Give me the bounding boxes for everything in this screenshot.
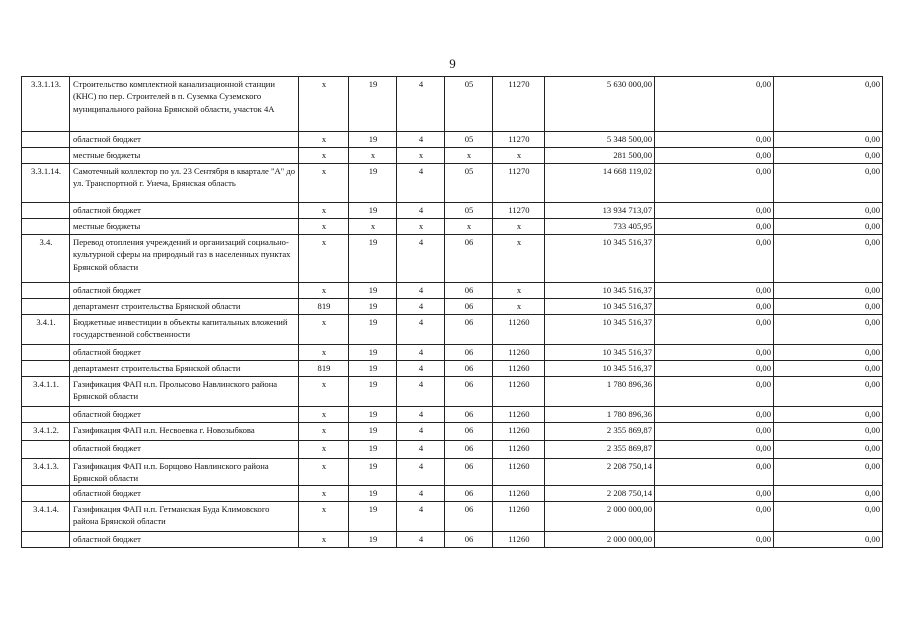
row-number: 3.3.1.14. [22,164,70,203]
amount-year-2: 0,00 [655,345,774,361]
amount-year-1: 10 345 516,37 [545,299,655,315]
row-number: 3.4.1. [22,315,70,345]
row-number [22,407,70,423]
code-glava: х [299,148,349,164]
amount-year-1: 281 500,00 [545,148,655,164]
amount-year-1: 14 668 119,02 [545,164,655,203]
code-direction: 11260 [493,459,545,486]
code-main-event: 06 [445,345,493,361]
row-number [22,361,70,377]
amount-year-3: 0,00 [774,459,883,486]
code-subprogram: 4 [397,315,445,345]
amount-year-2: 0,00 [655,283,774,299]
amount-year-1: 10 345 516,37 [545,361,655,377]
code-glava: х [299,77,349,132]
amount-year-3: 0,00 [774,423,883,441]
code-subprogram: 4 [397,203,445,219]
code-glava: х [299,531,349,547]
amount-year-2: 0,00 [655,203,774,219]
table-row [22,203,883,219]
row-number [22,283,70,299]
code-direction: 11260 [493,361,545,377]
code-main-event: 06 [445,283,493,299]
amount-year-2: 0,00 [655,361,774,377]
code-main-event: 06 [445,423,493,441]
amount-year-3: 0,00 [774,441,883,459]
code-main-event: 06 [445,315,493,345]
amount-year-3: 0,00 [774,531,883,547]
row-number [22,132,70,148]
code-program: 19 [349,377,397,407]
amount-year-2: 0,00 [655,219,774,235]
amount-year-3: 0,00 [774,485,883,501]
code-direction: 11260 [493,423,545,441]
amount-year-2: 0,00 [655,299,774,315]
amount-year-2: 0,00 [655,148,774,164]
amount-year-1: 13 934 713,07 [545,203,655,219]
row-number [22,148,70,164]
code-subprogram: 4 [397,531,445,547]
row-number: 3.4.1.3. [22,459,70,486]
row-name: областной бюджет [70,203,299,219]
row-number [22,441,70,459]
code-subprogram: 4 [397,132,445,148]
code-program: 19 [349,441,397,459]
row-number [22,345,70,361]
code-subprogram: 4 [397,459,445,486]
row-name: Самотечный коллектор по ул. 23 Сентября в квартале "А" до ул. Транспортной г. Унеча, Брянская область [70,164,299,203]
code-subprogram: 4 [397,423,445,441]
amount-year-3: 0,00 [774,377,883,407]
code-subprogram: 4 [397,299,445,315]
amount-year-2: 0,00 [655,423,774,441]
code-main-event: 06 [445,407,493,423]
code-main-event: 06 [445,377,493,407]
table-row [22,315,883,345]
row-name: областной бюджет [70,132,299,148]
code-direction: 11270 [493,77,545,132]
code-subprogram: 4 [397,283,445,299]
row-name: областной бюджет [70,531,299,547]
code-direction: х [493,148,545,164]
code-direction: 11260 [493,377,545,407]
table-row [22,459,883,486]
code-main-event: 05 [445,77,493,132]
code-subprogram: 4 [397,485,445,501]
table-row [22,345,883,361]
amount-year-3: 0,00 [774,501,883,531]
code-glava: х [299,164,349,203]
code-main-event: 05 [445,203,493,219]
row-number [22,531,70,547]
amount-year-1: 10 345 516,37 [545,345,655,361]
code-subprogram: 4 [397,441,445,459]
amount-year-1: 10 345 516,37 [545,235,655,283]
amount-year-3: 0,00 [774,235,883,283]
code-program: 19 [349,164,397,203]
code-glava: х [299,235,349,283]
code-program: 19 [349,407,397,423]
row-name: Строительство комплектной канализационной станции (КНС) по пер. Строителей в п. Суземка Суземского муниципального района Брянской области, участок 4А [70,77,299,132]
code-glava: х [299,345,349,361]
code-program: 19 [349,77,397,132]
table-row [22,283,883,299]
code-glava: х [299,407,349,423]
table-row [22,361,883,377]
amount-year-3: 0,00 [774,148,883,164]
code-subprogram: х [397,148,445,164]
amount-year-3: 0,00 [774,164,883,203]
amount-year-3: 0,00 [774,407,883,423]
code-glava: х [299,203,349,219]
row-name: областной бюджет [70,345,299,361]
table-row [22,407,883,423]
code-glava: 819 [299,361,349,377]
amount-year-2: 0,00 [655,459,774,486]
amount-year-2: 0,00 [655,77,774,132]
code-main-event: х [445,219,493,235]
table-body [22,77,883,548]
code-glava: х [299,501,349,531]
code-program: 19 [349,361,397,377]
amount-year-3: 0,00 [774,77,883,132]
table-row [22,423,883,441]
code-program: 19 [349,459,397,486]
code-main-event: 06 [445,299,493,315]
table-row [22,377,883,407]
code-main-event: 06 [445,361,493,377]
budget-table [21,76,883,548]
row-number: 3.4.1.1. [22,377,70,407]
amount-year-2: 0,00 [655,315,774,345]
row-number [22,219,70,235]
amount-year-1: 5 348 500,00 [545,132,655,148]
code-subprogram: 4 [397,77,445,132]
code-direction: 11260 [493,407,545,423]
row-number: 3.4.1.4. [22,501,70,531]
row-name: областной бюджет [70,441,299,459]
code-program: 19 [349,235,397,283]
code-glava: х [299,485,349,501]
code-subprogram: 4 [397,377,445,407]
table-row [22,485,883,501]
amount-year-1: 2 355 869,87 [545,423,655,441]
table-row [22,299,883,315]
code-program: 19 [349,132,397,148]
amount-year-2: 0,00 [655,501,774,531]
code-program: 19 [349,315,397,345]
code-program: 19 [349,531,397,547]
code-direction: х [493,283,545,299]
code-main-event: 06 [445,501,493,531]
row-number: 3.4.1.2. [22,423,70,441]
amount-year-1: 2 000 000,00 [545,501,655,531]
amount-year-1: 1 780 896,36 [545,377,655,407]
code-program: х [349,219,397,235]
code-glava: х [299,315,349,345]
code-subprogram: 4 [397,407,445,423]
amount-year-3: 0,00 [774,315,883,345]
row-number: 3.3.1.13. [22,77,70,132]
code-subprogram: х [397,219,445,235]
amount-year-1: 10 345 516,37 [545,283,655,299]
code-glava: х [299,132,349,148]
row-name: департамент строительства Брянской области [70,299,299,315]
amount-year-1: 2 208 750,14 [545,459,655,486]
amount-year-1: 2 000 000,00 [545,531,655,547]
row-name: местные бюджеты [70,219,299,235]
code-main-event: 06 [445,531,493,547]
code-program: х [349,148,397,164]
code-subprogram: 4 [397,345,445,361]
table-row [22,77,883,132]
code-program: 19 [349,485,397,501]
code-direction: 11260 [493,315,545,345]
table-row [22,441,883,459]
code-program: 19 [349,203,397,219]
amount-year-3: 0,00 [774,283,883,299]
amount-year-2: 0,00 [655,441,774,459]
row-number: 3.4. [22,235,70,283]
code-program: 19 [349,501,397,531]
row-number [22,203,70,219]
row-name: местные бюджеты [70,148,299,164]
code-glava: х [299,459,349,486]
table-row [22,219,883,235]
code-direction: 11270 [493,164,545,203]
table-row [22,501,883,531]
code-main-event: х [445,148,493,164]
code-subprogram: 4 [397,361,445,377]
row-name: Газификация ФАП н.п. Несвоевка г. Новозыбкова [70,423,299,441]
table-row [22,164,883,203]
amount-year-2: 0,00 [655,531,774,547]
row-name: областной бюджет [70,283,299,299]
code-program: 19 [349,299,397,315]
row-name: Газификация ФАП н.п. Пролысово Навлинского района Брянской области [70,377,299,407]
row-name: областной бюджет [70,407,299,423]
code-glava: х [299,423,349,441]
code-glava: х [299,283,349,299]
code-direction: 11270 [493,132,545,148]
code-glava: х [299,441,349,459]
code-subprogram: 4 [397,501,445,531]
code-direction: 11270 [493,203,545,219]
amount-year-3: 0,00 [774,132,883,148]
code-direction: х [493,235,545,283]
table-row [22,148,883,164]
code-program: 19 [349,283,397,299]
code-main-event: 05 [445,132,493,148]
row-name: Газификация ФАП н.п. Борщово Навлинского района Брянской области [70,459,299,486]
amount-year-2: 0,00 [655,164,774,203]
row-name: Перевод отопления учреждений и организаций социально-культурной сферы на природный газ в населенных пунктах Брянской области [70,235,299,283]
amount-year-3: 0,00 [774,361,883,377]
amount-year-2: 0,00 [655,407,774,423]
page-number: 9 [449,56,456,71]
code-glava: 819 [299,299,349,315]
amount-year-1: 5 630 000,00 [545,77,655,132]
amount-year-1: 2 208 750,14 [545,485,655,501]
amount-year-1: 1 780 896,36 [545,407,655,423]
amount-year-3: 0,00 [774,219,883,235]
amount-year-1: 733 405,95 [545,219,655,235]
table-row [22,132,883,148]
amount-year-3: 0,00 [774,299,883,315]
code-main-event: 06 [445,485,493,501]
code-main-event: 06 [445,235,493,283]
code-direction: 11260 [493,345,545,361]
code-main-event: 06 [445,441,493,459]
amount-year-2: 0,00 [655,132,774,148]
row-name: Бюджетные инвестиции в объекты капитальных вложений государственной собственности [70,315,299,345]
code-direction: 11260 [493,441,545,459]
row-name: Газификация ФАП н.п. Гетманская Буда Климовского района Брянской области [70,501,299,531]
code-direction: 11260 [493,485,545,501]
code-glava: х [299,219,349,235]
code-direction: 11260 [493,531,545,547]
amount-year-3: 0,00 [774,203,883,219]
amount-year-3: 0,00 [774,345,883,361]
code-subprogram: 4 [397,164,445,203]
code-program: 19 [349,423,397,441]
code-main-event: 06 [445,459,493,486]
amount-year-1: 2 355 869,87 [545,441,655,459]
row-name: департамент строительства Брянской области [70,361,299,377]
row-name: областной бюджет [70,485,299,501]
amount-year-2: 0,00 [655,235,774,283]
code-direction: 11260 [493,501,545,531]
table-row [22,235,883,283]
amount-year-1: 10 345 516,37 [545,315,655,345]
code-subprogram: 4 [397,235,445,283]
code-program: 19 [349,345,397,361]
row-number [22,299,70,315]
code-glava: х [299,377,349,407]
row-number [22,485,70,501]
amount-year-2: 0,00 [655,377,774,407]
amount-year-2: 0,00 [655,485,774,501]
code-direction: х [493,219,545,235]
table-row [22,531,883,547]
code-main-event: 05 [445,164,493,203]
code-direction: х [493,299,545,315]
